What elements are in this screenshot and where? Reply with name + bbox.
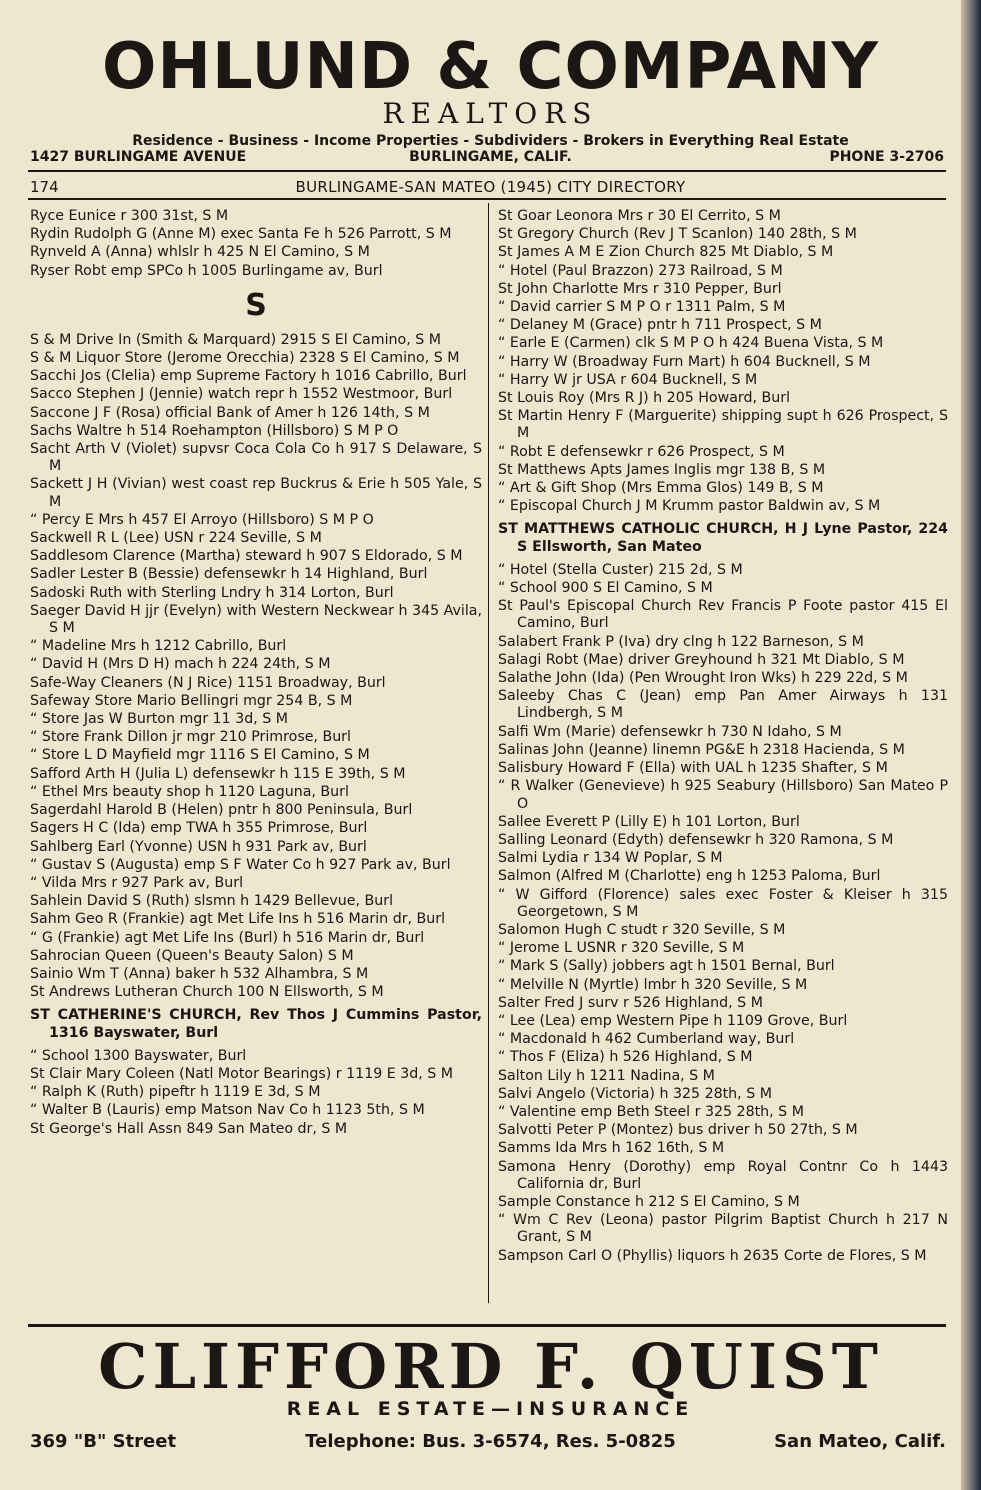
directory-entry: Salmi Lydia r 134 W Poplar, S M [498, 850, 723, 867]
directory-entry: Salisbury Howard F (Ella) with UAL h 1235 Shafter, S M [498, 760, 888, 777]
directory-entry: “ Store Jas W Burton mgr 11 3d, S M [30, 711, 289, 728]
header-services: Residence - Business - Income Properties - Subdividers - Brokers in Everything Real Estate [132, 133, 849, 149]
directory-entry: “ Earle E (Carmen) clk S M P O h 424 Buena Vista, S M [498, 335, 884, 352]
directory-entry: “ Mark S (Sally) jobbers agt h 1501 Bernal, Burl [498, 958, 835, 975]
directory-entry: “ Hotel (Paul Brazzon) 273 Railroad, S M [498, 262, 783, 279]
header-company-name: OHLUND & COMPANY [101, 30, 880, 104]
directory-entry: Sahm Geo R (Frankie) agt Met Life Ins h 516 Marin dr, Burl [30, 911, 446, 928]
header-address: 1427 BURLINGAME AVENUE [30, 149, 247, 165]
directory-entry: Salvi Angelo (Victoria) h 325 28th, S M [498, 1085, 772, 1102]
section-letter: S [245, 287, 267, 323]
title-rule [28, 198, 946, 200]
directory-entry: “ Store L D Mayfield mgr 1116 S El Camino, S M [30, 747, 370, 764]
directory-entry: Safeway Store Mario Bellingri mgr 254 B, S M [30, 692, 353, 709]
directory-entry-featured: ST CATHERINE'S CHURCH, Rev Thos J Cummins Pastor, 1316 Bayswater, Burl [30, 1007, 482, 1041]
directory-entry: Salagi Robt (Mae) driver Greyhound h 321 Mt Diablo, S M [498, 651, 905, 668]
directory-entry: Salmon (Alfred M (Charlotte) eng h 1253 Paloma, Burl [498, 868, 881, 885]
directory-entry: “ Jerome L USNR r 320 Seville, S M [498, 940, 745, 957]
directory-entry: Sacchi Jos (Clelia) emp Supreme Factory h 1016 Cabrillo, Burl [30, 368, 467, 385]
book-edge [961, 0, 981, 1490]
directory-entry: Sampson Carl O (Phyllis) liquors h 2635 Corte de Flores, S M [498, 1247, 927, 1264]
footer-phone: Telephone: Bus. 3-6574, Res. 5-0825 [305, 1431, 676, 1452]
directory-entry: “ Harry W jr USA r 604 Bucknell, S M [498, 371, 758, 388]
directory-entry: Salton Lily h 1211 Nadina, S M [498, 1067, 715, 1084]
directory-entry: “ Hotel (Stella Custer) 215 2d, S M [498, 561, 743, 578]
directory-entry: “ R Walker (Genevieve) h 925 Seabury (Hillsboro) San Mateo P O [498, 778, 948, 812]
directory-entry: St Louis Roy (Mrs R J) h 205 Howard, Burl [498, 390, 791, 407]
directory-entry: Salling Leonard (Edyth) defensewkr h 320 Ramona, S M [498, 831, 894, 848]
directory-entry: “ Gustav S (Augusta) emp S F Water Co h 927 Park av, Burl [30, 856, 451, 873]
directory-entry: Rynveld A (Anna) whlslr h 425 N El Camino, S M [30, 244, 370, 261]
left-column [30, 208, 482, 1139]
page-title: BURLINGAME-SAN MATEO (1945) CITY DIRECTORY [295, 178, 686, 196]
directory-entry: “ Vilda Mrs r 927 Park av, Burl [30, 874, 244, 891]
directory-entry: “ Harry W (Broadway Furn Mart) h 604 Bucknell, S M [498, 353, 871, 370]
footer-company-name: CLIFFORD F. QUIST [98, 1330, 883, 1403]
directory-entry: St Paul's Episcopal Church Rev Francis P Foote pastor 415 El Camino, Burl [498, 598, 948, 632]
directory-entry: “ David carrier S M P O r 1311 Palm, S M [498, 299, 786, 316]
directory-entry: “ David H (Mrs D H) mach h 224 24th, S M [30, 656, 331, 673]
header-city: BURLINGAME, CALIF. [409, 149, 572, 165]
directory-entry: “ Art & Gift Shop (Mrs Emma Glos) 149 B, S M [498, 480, 824, 497]
directory-entry: “ Melville N (Myrtle) lmbr h 320 Seville, S M [498, 976, 808, 993]
directory-entry: St Andrews Lutheran Church 100 N Ellsworth, S M [30, 984, 384, 1001]
directory-entry: St Martin Henry F (Marguerite) shipping supt h 626 Prospect, S M [498, 408, 948, 442]
directory-entry: Sacco Stephen J (Jennie) watch repr h 1552 Westmoor, Burl [30, 386, 453, 403]
right-column [498, 208, 948, 1266]
directory-entry: St John Charlotte Mrs r 310 Pepper, Burl [498, 280, 782, 297]
directory-entry: “ Robt E defensewkr r 626 Prospect, S M [498, 443, 785, 460]
directory-entry: St Goar Leonora Mrs r 30 El Cerrito, S M [498, 208, 781, 224]
directory-entry: Sagers H C (Ida) emp TWA h 355 Primrose, Burl [30, 820, 368, 837]
directory-entry: “ W Gifford (Florence) sales exec Foster & Kleiser h 315 Georgetown, S M [498, 886, 948, 920]
directory-entry: Ryser Robt emp SPCo h 1005 Burlingame av, Burl [30, 262, 383, 279]
directory-entry: Salvotti Peter P (Montez) bus driver h 50 27th, S M [498, 1122, 858, 1139]
directory-entry: Sadoski Ruth with Sterling Lndry h 314 Lorton, Burl [30, 584, 394, 601]
header-subtitle: REALTORS [382, 97, 599, 130]
directory-entry: Sadler Lester B (Bessie) defensewkr h 14 Highland, Burl [30, 566, 428, 583]
header-phone: PHONE 3-2706 [829, 149, 944, 165]
directory-entry: Sainio Wm T (Anna) baker h 532 Alhambra, S M [30, 965, 369, 982]
directory-entry: St Gregory Church (Rev J T Scanlon) 140 28th, S M [498, 226, 857, 243]
directory-entry: “ Valentine emp Beth Steel r 325 28th, S M [498, 1103, 804, 1120]
directory-entry: Salinas John (Jeanne) linemn PG&E h 2318 Hacienda, S M [498, 741, 905, 758]
directory-entry: “ School 1300 Bayswater, Burl [30, 1047, 247, 1064]
directory-entry: Safford Arth H (Julia L) defensewkr h 115 E 39th, S M [30, 765, 406, 782]
directory-entry: S & M Drive In (Smith & Marquard) 2915 S El Camino, S M [30, 331, 442, 348]
directory-entry-featured: ST MATTHEWS CATHOLIC CHURCH, H J Lyne Pastor, 224 S Ellsworth, San Mateo [498, 521, 948, 555]
directory-entry: Saeger David H jjr (Evelyn) with Western Neckwear h 345 Avila, S M [30, 602, 482, 637]
directory-entry: “ Walter B (Lauris) emp Matson Nav Co h 1123 5th, S M [30, 1102, 425, 1119]
header-rule [28, 170, 946, 172]
directory-entry: Sagerdahl Harold B (Helen) pntr h 800 Peninsula, Burl [30, 802, 413, 819]
directory-entry: Ryce Eunice r 300 31st, S M [30, 208, 229, 224]
directory-entry: Safe-Way Cleaners (N J Rice) 1151 Broadway, Burl [30, 674, 386, 691]
directory-entry: Sackett J H (Vivian) west coast rep Buckrus & Erie h 505 Yale, S M [30, 476, 482, 510]
directory-entry: Sachs Waltre h 514 Roehampton (Hillsboro) S M P O [30, 422, 399, 439]
directory-entry: Sahlberg Earl (Yvonne) USN h 931 Park av, Burl [30, 838, 367, 855]
directory-entry: Sahlein David S (Ruth) slsmn h 1429 Bellevue, Burl [30, 893, 394, 910]
directory-entry: “ G (Frankie) agt Met Life Ins (Burl) h 516 Marin dr, Burl [30, 929, 425, 946]
directory-entry: Sahrocian Queen (Queen's Beauty Salon) S M [30, 947, 354, 964]
directory-entry: Sallee Everett P (Lilly E) h 101 Lorton, Burl [498, 813, 800, 830]
directory-entry: “ Macdonald h 462 Cumberland way, Burl [498, 1031, 795, 1048]
directory-entry: “ Episcopal Church J M Krumm pastor Baldwin av, S M [498, 498, 881, 515]
directory-entry: “ Madeline Mrs h 1212 Cabrillo, Burl [30, 638, 287, 655]
directory-entry: Salfi Wm (Marie) defensewkr h 730 N Idaho, S M [498, 723, 842, 740]
directory-entry: S & M Liquor Store (Jerome Orecchia) 2328 S El Camino, S M [30, 350, 460, 367]
directory-entry: “ Delaney M (Grace) pntr h 711 Prospect, S M [498, 317, 822, 334]
directory-entry: “ Percy E Mrs h 457 El Arroyo (Hillsboro) S M P O [30, 511, 374, 528]
directory-entry: Saccone J F (Rosa) official Bank of Amer h 126 14th, S M [30, 404, 430, 421]
directory-entry: Sacht Arth V (Violet) supvsr Coca Cola Co h 917 S Delaware, S M [30, 441, 482, 475]
directory-entry: St James A M E Zion Church 825 Mt Diablo, S M [498, 244, 834, 261]
directory-entry: Salabert Frank P (Iva) dry clng h 122 Barneson, S M [498, 633, 864, 650]
directory-entry: St Clair Mary Coleen (Natl Motor Bearings) r 1119 E 3d, S M [30, 1065, 454, 1082]
directory-entry: Sample Constance h 212 S El Camino, S M [498, 1193, 800, 1210]
directory-entry: Salomon Hugh C studt r 320 Seville, S M [498, 921, 786, 938]
directory-entry: “ Ethel Mrs beauty shop h 1120 Laguna, Burl [30, 783, 349, 800]
directory-entry: Saleeby Chas C (Jean) emp Pan Amer Airways h 131 Lindbergh, S M [498, 688, 948, 722]
directory-entry: St Matthews Apts James Inglis mgr 138 B, S M [498, 461, 826, 478]
directory-entry: “ Lee (Lea) emp Western Pipe h 1109 Grove, Burl [498, 1012, 848, 1029]
footer-subtitle: REAL ESTATE—INSURANCE [286, 1398, 695, 1420]
directory-entry: Salter Fred J surv r 526 Highland, S M [498, 994, 763, 1011]
directory-entry: Samona Henry (Dorothy) emp Royal Contnr Co h 1443 California dr, Burl [498, 1158, 948, 1192]
directory-entry: Samms Ida Mrs h 162 16th, S M [498, 1140, 725, 1157]
directory-entry: Rydin Rudolph G (Anne M) exec Santa Fe h 526 Parrott, S M [30, 226, 452, 243]
footer-address: 369 "B" Street [30, 1431, 177, 1452]
directory-entry: “ Ralph K (Ruth) pipeftr h 1119 E 3d, S M [30, 1084, 321, 1101]
footer-rule [28, 1324, 946, 1327]
directory-entry: Salathe John (Ida) (Pen Wrought Iron Wks) h 229 22d, S M [498, 670, 908, 687]
footer-city: San Mateo, Calif. [774, 1431, 946, 1452]
directory-entry: Saddlesom Clarence (Martha) steward h 907 S Eldorado, S M [30, 548, 463, 565]
directory-entry: “ School 900 S El Camino, S M [498, 580, 713, 597]
directory-entry: “ Wm C Rev (Leona) pastor Pilgrim Baptist Church h 217 N Grant, S M [498, 1212, 948, 1246]
directory-entry: St George's Hall Assn 849 San Mateo dr, S M [30, 1120, 348, 1137]
column-divider [488, 203, 489, 1303]
directory-entry: “ Thos F (Eliza) h 526 Highland, S M [498, 1049, 753, 1066]
directory-entry: Sackwell R L (Lee) USN r 224 Seville, S M [30, 530, 322, 547]
page-number: 174 [30, 178, 59, 196]
directory-entry: “ Store Frank Dillon jr mgr 210 Primrose, Burl [30, 729, 351, 746]
